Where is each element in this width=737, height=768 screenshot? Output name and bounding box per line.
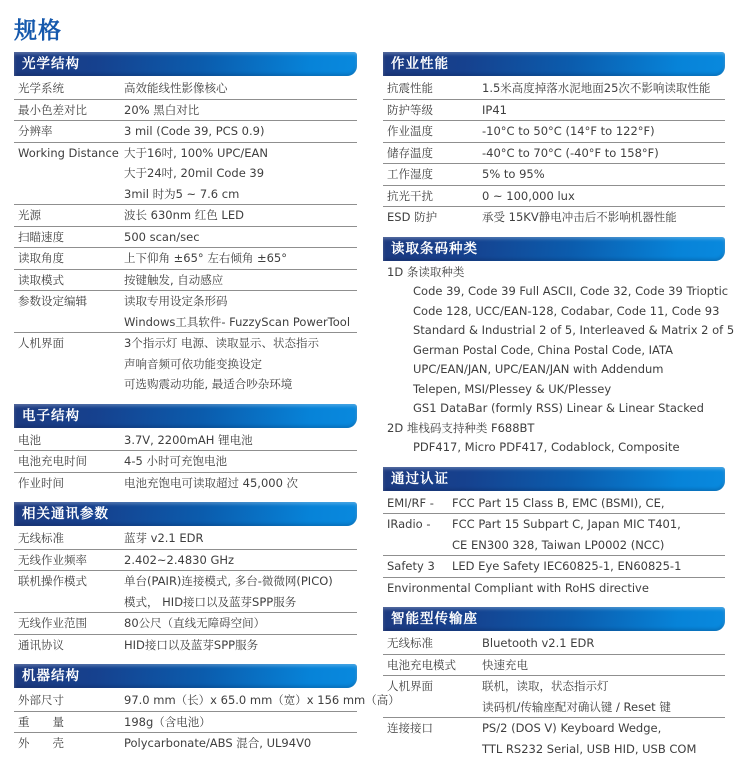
spec-label: 参数设定编辑 [18, 294, 87, 308]
spec-value [124, 100, 357, 121]
spec-value-line: 4-5 小时可充饱电池 [124, 454, 227, 468]
spec-section [14, 52, 357, 395]
spec-section [383, 52, 725, 228]
spec-row [383, 143, 725, 165]
column-left [14, 52, 400, 763]
spec-label: 电池充电时间 [18, 454, 87, 468]
section-body [14, 526, 357, 655]
spec-row [383, 718, 725, 759]
spec-label: 读取角度 [18, 251, 64, 265]
spec-value-line: 按键触发, 自动感应 [124, 272, 224, 287]
spec-value-line: 声响音频可依功能变换设定 [124, 356, 262, 371]
spec-value [124, 333, 357, 395]
spec-row [14, 712, 357, 734]
spec-value [124, 528, 357, 549]
spec-row [14, 635, 357, 656]
spec-value [482, 100, 725, 121]
spec-label: 防护等级 [387, 102, 433, 117]
spec-value-line: 上下仰角 ±65° 左右倾角 ±65° [124, 251, 288, 265]
spec-value [124, 78, 357, 99]
spec-value-line: PS/2 (DOS V) Keyboard Wedge, [482, 721, 662, 735]
spec-value [482, 718, 725, 759]
spec-row [14, 121, 357, 143]
spec-label: 无线作业范围 [18, 616, 87, 630]
section-body [383, 631, 725, 759]
spec-row [14, 248, 357, 270]
section-body [14, 76, 357, 395]
spec-row [14, 528, 357, 550]
spec-label: 人机界面 [387, 679, 433, 693]
spec-section [14, 502, 357, 655]
spec-row [14, 550, 357, 572]
spec-row [14, 690, 400, 712]
spec-value-line: 电池充饱电可读取超过 45,000 次 [124, 475, 299, 490]
spec-label: 储存温度 [387, 145, 433, 160]
spec-row [14, 78, 357, 100]
spec-text-line: PDF417, Micro PDF417, Codablock, Composite [413, 440, 680, 454]
spec-value [482, 78, 725, 99]
spec-row [383, 676, 725, 718]
spec-value [452, 514, 725, 555]
spec-value [482, 655, 725, 676]
spec-label: 作业时间 [18, 475, 64, 490]
spec-value-line: 读取专用设定条形码 [124, 294, 228, 308]
spec-value-line: 蓝芽 v2.1 EDR [124, 531, 204, 545]
spec-label: 外部尺寸 [18, 693, 64, 707]
spec-text-line: GS1 DataBar (formly RSS) Linear & Linear Stacked [413, 401, 704, 415]
section-body [14, 428, 357, 494]
spec-value-line: 97.0 mm（长）x 65.0 mm（宽）x 156 mm（高） [124, 693, 400, 707]
spec-label: 外 壳 [18, 736, 64, 750]
spec-text-line: Code 39, Code 39 Full ASCII, Code 32, Code 39 Trioptic [413, 284, 729, 298]
spec-value-line: 高效能线性影像核心 [124, 81, 228, 95]
spec-value [124, 635, 357, 656]
section-body [14, 688, 400, 754]
spec-value [124, 571, 357, 612]
spec-value-line: 可选购震动功能, 最适合吵杂环境 [124, 377, 293, 391]
spec-row [383, 186, 725, 208]
spec-row [383, 493, 725, 515]
spec-value-line: TTL RS232 Serial, USB HID, USB COM [482, 741, 697, 756]
spec-value-line: 2.402~2.4830 GHz [124, 552, 235, 567]
spec-value [482, 186, 725, 207]
spec-label: 扫瞄速度 [18, 229, 64, 244]
spec-label: 通讯协议 [18, 637, 64, 652]
spec-value-line: 0 ~ 100,000 lux [482, 188, 575, 203]
spec-value [124, 291, 357, 332]
spec-value [124, 712, 357, 733]
spec-value-line: -40°C to 70°C (-40°F to 158°F) [482, 145, 659, 160]
spec-label: 抗震性能 [387, 81, 433, 95]
spec-row [14, 451, 357, 473]
spec-value-line: 1.5米高度掉落水泥地面25次不影响读取性能 [482, 81, 711, 95]
spec-row [383, 633, 725, 655]
spec-section [383, 467, 725, 599]
spec-section [14, 664, 400, 754]
spec-text-line: Standard & Industrial 2 of 5, Interleaved & Matrix 2 of 5 [413, 323, 735, 337]
spec-label: EMI/RF - [387, 495, 434, 510]
section-header: 读取条码种类 [383, 237, 725, 261]
spec-label: 最小色差对比 [18, 102, 87, 117]
spec-value [452, 493, 725, 514]
section-header: 光学结构 [14, 52, 357, 76]
spec-row [14, 270, 357, 292]
spec-row [14, 571, 357, 613]
spec-value [124, 451, 357, 472]
column-right [383, 52, 735, 768]
spec-text-line: UPC/EAN/JAN, UPC/EAN/JAN with Addendum [413, 362, 664, 376]
spec-value-line: 模式， HID接口以及蓝芽SPP服务 [124, 594, 297, 609]
spec-label: 光学系统 [18, 81, 64, 95]
spec-text-line: Code 128, UCC/EAN-128, Codabar, Code 11, Code 93 [413, 303, 720, 318]
spec-value-line: 大于24吋, 20mil Code 39 [124, 166, 265, 180]
spec-row [14, 291, 357, 333]
spec-value-line: 198g（含电池） [124, 714, 211, 729]
spec-label: 连接接口 [387, 721, 433, 735]
spec-row [383, 164, 725, 186]
spec-value-line: FCC Part 15 Class B, EMC (BSMI), CE, [452, 495, 665, 510]
spec-value-line: Polycarbonate/ABS 混合, UL94V0 [124, 736, 312, 750]
spec-value [482, 633, 725, 654]
section-header: 智能型传输座 [383, 607, 725, 631]
spec-value [124, 227, 357, 248]
spec-value [124, 270, 357, 291]
spec-value-line: 20% 黑白对比 [124, 102, 200, 117]
spec-row [14, 143, 357, 206]
spec-value-line: 大于16吋, 100% UPC/EAN [124, 145, 268, 160]
spec-value-line: 读码机/传输座配对确认键 / Reset 键 [482, 699, 671, 714]
spec-value-line: 3个指示灯 电源、读取显示、状态指示 [124, 336, 319, 350]
spec-row [14, 613, 357, 635]
spec-label: 无线标准 [387, 636, 433, 650]
spec-label: 无线标准 [18, 531, 64, 545]
spec-label: 无线作业频率 [18, 552, 87, 567]
spec-value-line: 5% to 95% [482, 167, 545, 181]
spec-value-line: 承受 15KV静电冲击后不影响机器性能 [482, 210, 677, 224]
spec-label: Safety 3 [387, 559, 435, 573]
section-header: 通过认证 [383, 467, 725, 491]
spec-value-line: 3 mil (Code 39, PCS 0.9) [124, 124, 265, 138]
spec-value [482, 121, 725, 142]
spec-value-line: IP41 [482, 102, 507, 117]
spec-value-line: Windows工具软件- FuzzyScan PowerTool [124, 314, 351, 329]
spec-text-line: Environmental Compliant with RoHS directive [387, 580, 649, 595]
spec-label: 分辨率 [18, 124, 53, 138]
spec-value-line: LED Eye Safety IEC60825-1, EN60825-1 [452, 559, 682, 573]
spec-value [124, 550, 357, 571]
section-body [383, 491, 725, 599]
spec-row [14, 227, 357, 249]
spec-value-line: HID接口以及蓝芽SPP服务 [124, 637, 259, 652]
spec-row [14, 733, 357, 754]
spec-value-line: 3mil 时为5 ~ 7.6 cm [124, 186, 240, 201]
page-title: 规格 [14, 18, 62, 44]
section-header: 电子结构 [14, 404, 357, 428]
spec-label: Working Distance [18, 145, 119, 160]
spec-label: ESD 防护 [387, 210, 438, 224]
section-header: 相关通讯参数 [14, 502, 357, 526]
spec-row [383, 655, 725, 677]
spec-value [482, 207, 725, 228]
spec-value [124, 248, 357, 269]
spec-value-line: 波长 630nm 红色 LED [124, 208, 244, 222]
spec-value-line: CE EN300 328, Taiwan LP0002 (NCC) [452, 537, 665, 552]
spec-value-line: FCC Part 15 Subpart C, Japan MIC T401, [452, 517, 681, 531]
spec-text-line: German Postal Code, China Postal Code, IATA [413, 342, 673, 357]
section-header: 作业性能 [383, 52, 725, 76]
spec-row [383, 121, 725, 143]
spec-row [14, 473, 357, 494]
spec-value [124, 733, 357, 754]
spec-label: 电池 [18, 432, 41, 447]
spec-text-line: 1D 条读取种类 [387, 264, 465, 279]
spec-value [124, 143, 357, 205]
spec-label: 重 量 [18, 714, 64, 729]
spec-value [482, 164, 725, 185]
spec-value-line: 3.7V, 2200mAH 锂电池 [124, 432, 253, 447]
spec-value-line: Bluetooth v2.1 EDR [482, 636, 595, 650]
spec-row [383, 514, 725, 556]
spec-value [482, 143, 725, 164]
spec-row [14, 333, 357, 395]
spec-label: 读取模式 [18, 272, 64, 287]
spec-value-line: -10°C to 50°C (14°F to 122°F) [482, 124, 655, 138]
spec-label: 光源 [18, 208, 41, 222]
spec-label: IRadio - [387, 517, 431, 531]
spec-value [124, 121, 357, 142]
section-body [383, 261, 735, 458]
spec-value [124, 430, 357, 451]
spec-row [383, 207, 725, 228]
spec-value [124, 205, 357, 226]
spec-row [14, 430, 357, 452]
spec-value-line: 快速充电 [482, 657, 528, 672]
spec-value [124, 473, 357, 494]
spec-row [14, 205, 357, 227]
spec-label: 联机操作模式 [18, 574, 87, 588]
spec-text-line: Telepen, MSI/Plessey & UK/Plessey [413, 381, 612, 396]
spec-label: 电池充电模式 [387, 657, 456, 672]
spec-label: 作业温度 [387, 124, 433, 138]
spec-row [383, 100, 725, 122]
spec-value [124, 690, 400, 711]
section-body [383, 76, 725, 228]
section-header: 机器结构 [14, 664, 357, 688]
spec-value-line: 联机，读取，状态指示灯 [482, 679, 609, 693]
spec-value [482, 676, 725, 717]
spec-value [124, 613, 357, 634]
spec-label: 抗光干扰 [387, 188, 433, 203]
spec-label: 人机界面 [18, 336, 64, 350]
spec-row [14, 100, 357, 122]
spec-label: 工作湿度 [387, 167, 433, 181]
spec-value-line: 80公尺（直线无障碍空间） [124, 616, 266, 630]
spec-section [14, 404, 357, 494]
spec-row [383, 78, 725, 100]
spec-value-line: 500 scan/sec [124, 229, 200, 244]
spec-value-line: 单台(PAIR)连接模式, 多台-微微网(PICO) [124, 574, 333, 588]
spec-row [383, 556, 725, 578]
spec-section [383, 607, 725, 759]
spec-text-line: 2D 堆栈码支持种类 F688BT [387, 420, 535, 435]
spec-value [452, 556, 725, 577]
spec-section [383, 237, 735, 458]
